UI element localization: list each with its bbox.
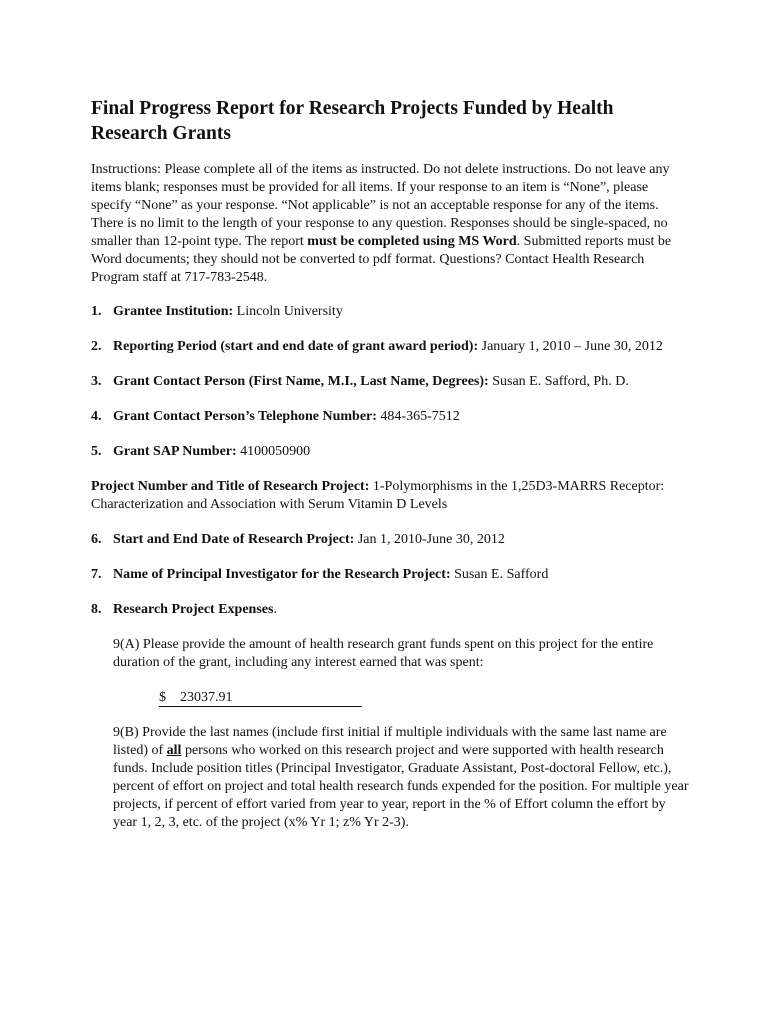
item-label: Grant SAP Number: — [113, 444, 237, 459]
item-value: January 1, 2010 – June 30, 2012 — [478, 339, 663, 354]
list-item — [91, 408, 691, 426]
item-number: 5. — [91, 444, 102, 459]
amount-value: 23037.91 — [180, 690, 233, 705]
report-items-list-1 — [91, 303, 691, 461]
list-item — [91, 338, 691, 356]
question-9a-text: 9(A) Please provide the amount of health research grant funds spent on this project for the entire duration of the grant, including any interest earned that was spent: — [113, 637, 654, 670]
document-page — [91, 96, 691, 849]
project-value: 1-Polymorphisms in the 1,25D3-MARRS Receptor: Characterization and Association with Serum Vitamin D Levels — [91, 479, 665, 512]
currency-symbol: $ — [159, 690, 166, 705]
document-title: Final Progress Report for Research Projects Funded by Health Research Grants — [91, 98, 614, 144]
item-value: Jan 1, 2010-June 30, 2012 — [354, 532, 505, 547]
item-value: 484-365-7512 — [376, 409, 460, 424]
item-value: . — [273, 602, 277, 617]
item-label: Grant Contact Person (First Name, M.I., Last Name, Degrees): — [113, 374, 489, 389]
item-number: 7. — [91, 567, 102, 582]
list-item — [91, 303, 691, 321]
item-number: 4. — [91, 409, 102, 424]
item-value: 4100050900 — [236, 444, 311, 459]
question-9b-text-2: persons who worked on this research project and were supported with health research funds. Include position titles (Principal Investigator, Graduate Assistant, Post-doctoral Fellow, etc.), percent of effort on project and total health research funds expended for the position. For multiple year projects, if percent of effort varied from year to year, report in the % of Effort column the effort by year 1, 2, 3, etc. of the project (x% Yr 1; z% Yr 2-3). — [113, 743, 689, 830]
list-item — [91, 531, 691, 549]
item-label: Reporting Period (start and end date of grant award period): — [113, 339, 479, 354]
instructions-bold-text: must be completed using MS Word — [307, 234, 517, 249]
item-label: Grantee Institution: — [113, 304, 234, 319]
item-number: 6. — [91, 532, 102, 547]
item-number: 2. — [91, 339, 102, 354]
amount-field — [159, 689, 362, 707]
project-title-paragraph — [91, 478, 691, 514]
item-number: 8. — [91, 602, 102, 617]
report-items-list-2 — [91, 531, 691, 619]
item-value: Lincoln University — [233, 304, 343, 319]
list-item — [91, 373, 691, 391]
item-label: Research Project Expenses — [113, 602, 274, 617]
list-item — [91, 443, 691, 461]
instructions-paragraph — [91, 161, 691, 287]
item-label: Start and End Date of Research Project: — [113, 532, 355, 547]
item-value: Susan E. Safford, Ph. D. — [488, 374, 629, 389]
project-label: Project Number and Title of Research Project: — [91, 479, 370, 494]
item-number: 3. — [91, 374, 102, 389]
list-item — [91, 601, 691, 619]
question-9b-text-1: 9(B) Provide the last names (include first initial if multiple individuals with the same last name are listed) of — [113, 725, 667, 758]
instructions-text-2: . Submitted reports must be Word documents; they should not be converted to pdf format. Questions? Contact Health Research Program staff at 717-783-2548. — [91, 234, 672, 285]
item-label: Grant Contact Person’s Telephone Number: — [113, 409, 377, 424]
question-9b-emphasis: all — [166, 743, 182, 758]
item-value: Susan E. Safford — [450, 567, 549, 582]
item-label: Name of Principal Investigator for the Research Project: — [113, 567, 451, 582]
question-9b-text — [113, 724, 691, 832]
item-number: 1. — [91, 304, 102, 319]
instructions-text-1: Instructions: Please complete all of the items as instructed. Do not delete instructions. Do not leave any items blank; responses must be provided for all items. If your response to an item is “None”, please specify “None” as your response. “Not applicable” is not an acceptable response for any of the items. There is no limit to the length of your response to any question. Responses should be single-spaced, no smaller than 12-point type. The report — [91, 162, 670, 249]
list-item — [91, 566, 691, 584]
